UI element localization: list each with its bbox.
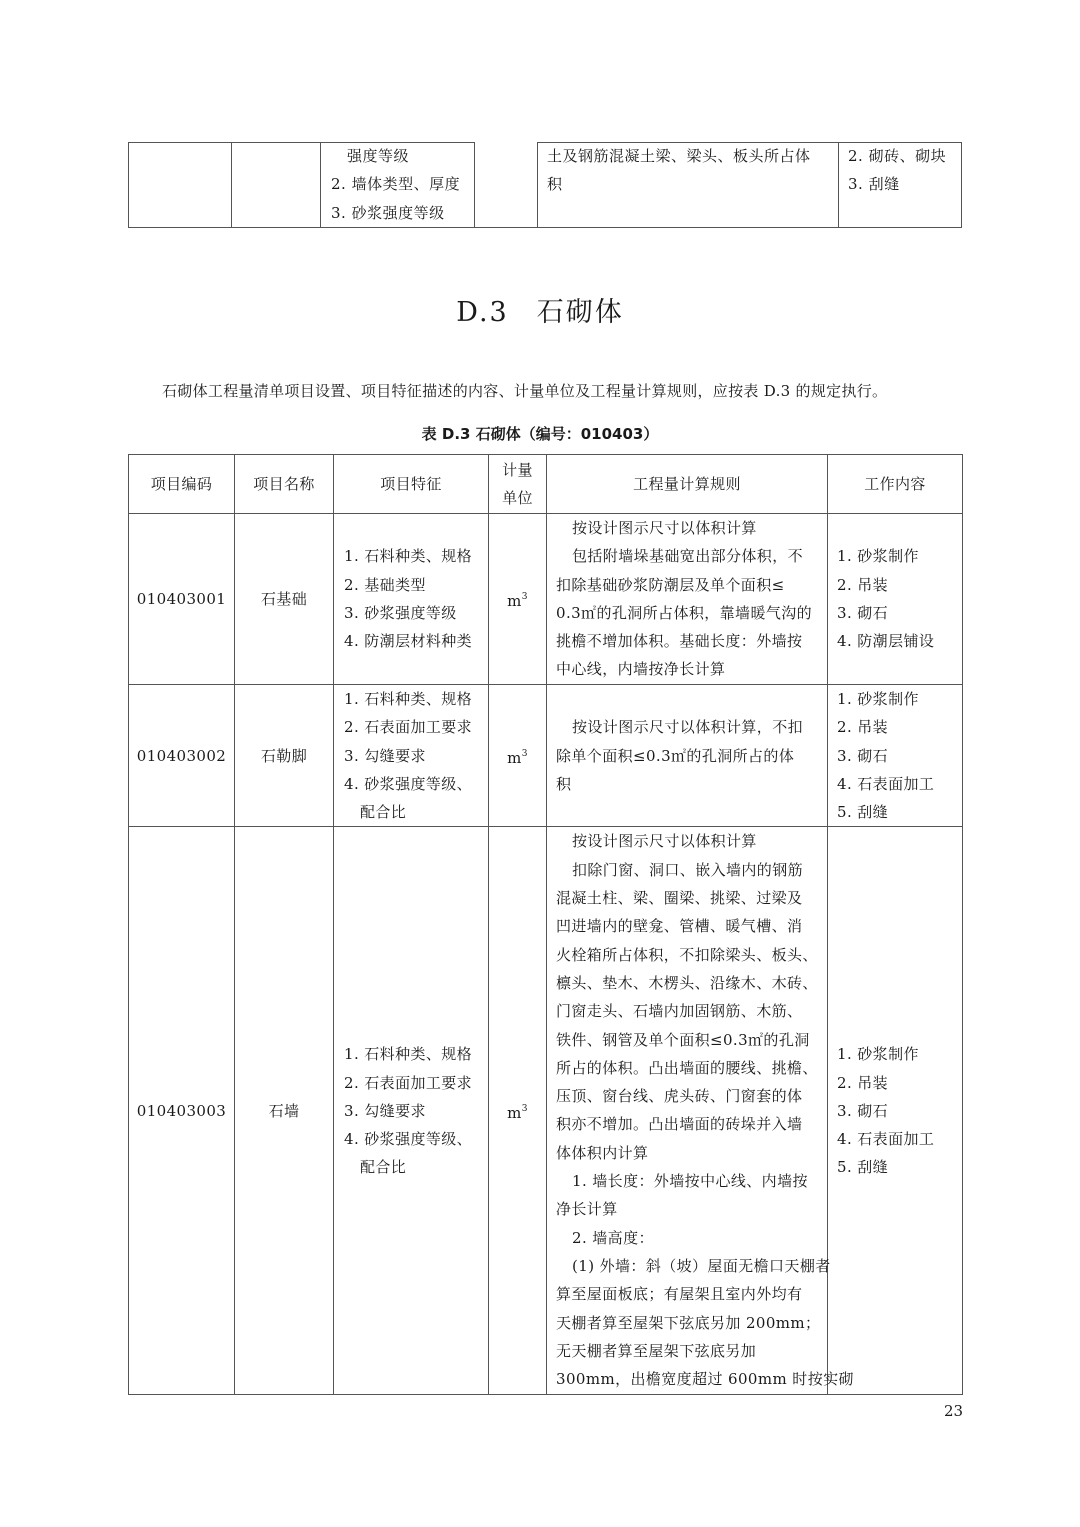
unit-superscript: 3: [521, 748, 528, 759]
rule-line: 体体积内计算: [556, 1143, 649, 1162]
feature-line: 4. 砂浆强度等级、: [344, 1130, 473, 1149]
rule-line: 土及钢筋混凝土梁、梁头、板头所占体: [547, 147, 811, 165]
rule-line: 门窗走头、石墙内加固钢筋、木筋、: [556, 1002, 803, 1021]
column-divider: [128, 142, 129, 228]
header-name: 项目名称: [235, 455, 334, 514]
feature-line: 4. 砂浆强度等级、: [344, 774, 473, 793]
cell-code: 010403003: [129, 827, 235, 1395]
rule-line: 净长计算: [556, 1200, 618, 1219]
rule-line: 包括附墙垛基础宽出部分体积，不: [572, 547, 804, 566]
work-line: 2. 吊装: [837, 1073, 889, 1092]
intro-paragraph: 石砌体工程量清单项目设置、项目特征描述的内容、计量单位及工程量计算规则，应按表 D.3 的规定执行。: [162, 382, 888, 400]
work-line: 2. 砌砖、砌块: [848, 147, 947, 165]
cell-code: 010403002: [129, 685, 235, 827]
rule-line: 檩头、垫木、木楞头、沿缘木、木砖、: [556, 973, 818, 992]
cell-features: [334, 685, 489, 827]
rule-line: 铁件、钢管及单个面积≤0.3㎡的孔洞: [556, 1030, 810, 1049]
feature-line: 配合比: [360, 1158, 407, 1177]
continuation-features: [331, 142, 460, 227]
cell-work: [828, 685, 963, 827]
cell-work: [828, 514, 963, 685]
rule-line: 300mm，出檐宽度超过 600mm 时按实砌: [556, 1370, 854, 1389]
work-line: 2. 吊装: [837, 575, 889, 594]
work-line: 5. 刮缝: [837, 803, 889, 822]
rule-line: 挑檐不增加体积。基础长度：外墙按: [556, 632, 803, 651]
stone-masonry-table: [128, 454, 963, 1395]
cell-unit: [489, 685, 547, 827]
continuation-rule: [547, 142, 811, 199]
work-line: 4. 防潮层铺设: [837, 632, 935, 651]
header-unit-line2: 单位: [502, 489, 533, 507]
section-number: D.3: [456, 297, 509, 328]
cell-name: 石基础: [235, 514, 334, 685]
cell-rule: [547, 827, 854, 1395]
rule-line: 1. 墙长度：外墙按中心线、内墙按: [572, 1172, 808, 1191]
rule-line: 按设计图示尺寸以体积计算: [572, 519, 757, 537]
page-number: 23: [944, 1402, 964, 1420]
rule-line: 积亦不增加。凸出墙面的砖垛并入墙: [556, 1115, 803, 1134]
rule-line: 2. 墙高度：: [572, 1228, 654, 1247]
feature-line: 2. 石表面加工要求: [344, 1073, 473, 1092]
column-divider: [961, 142, 962, 228]
rule-line: 压顶、窗台线、虎头砖、门窗套的体: [556, 1087, 803, 1106]
unit-superscript: 3: [521, 591, 528, 602]
cell-features: [334, 827, 489, 1395]
cell-rule: [547, 514, 828, 685]
section-title: [0, 290, 1080, 329]
feature-line: 1. 石料种类、规格: [344, 547, 473, 566]
work-line: 4. 石表面加工: [837, 774, 935, 793]
work-line: 1. 砂浆制作: [837, 690, 919, 708]
column-divider: [537, 142, 538, 228]
header-work: 工作内容: [828, 455, 963, 514]
feature-line: 3. 砂浆强度等级: [331, 203, 445, 222]
cell-name: 石勒脚: [235, 685, 334, 827]
table-caption: 表 D.3 石砌体（编号：010403）: [421, 425, 659, 443]
header-unit-line1: 计量: [502, 460, 533, 479]
unit-base: m: [507, 748, 522, 767]
cell-rule: [547, 685, 828, 827]
table-row: [129, 685, 963, 827]
rule-line: 0.3㎡的孔洞所占体积，靠墙暖气沟的: [556, 603, 813, 622]
rule-line: 火栓箱所占体积，不扣除梁头、板头、: [556, 945, 818, 964]
header-features: 项目特征: [334, 455, 489, 514]
column-divider: [474, 142, 475, 228]
column-divider: [320, 142, 321, 228]
feature-line: 4. 防潮层材料种类: [344, 632, 473, 651]
work-line: 4. 石表面加工: [837, 1130, 935, 1149]
rule-line: 按设计图示尺寸以体积计算: [572, 832, 757, 851]
section-name: 石砌体: [536, 297, 624, 328]
feature-line: 2. 基础类型: [344, 575, 426, 594]
cell-unit: [489, 827, 547, 1395]
rule-line: 扣除门窗、洞口、嵌入墙内的钢筋: [572, 860, 804, 879]
cell-unit: [489, 514, 547, 685]
continuation-work: [848, 142, 946, 199]
feature-line: 3. 勾缝要求: [344, 1101, 426, 1120]
cell-features: [334, 514, 489, 685]
unit-superscript: 3: [521, 1103, 528, 1114]
continuation-table: [0, 0, 1080, 240]
work-line: 3. 刮缝: [848, 175, 900, 194]
feature-line: 1. 石料种类、规格: [344, 1045, 473, 1064]
rule-line: 除单个面积≤0.3㎡的孔洞所占的体: [556, 746, 795, 765]
work-line: 5. 刮缝: [837, 1158, 889, 1177]
header-rule: 工程量计算规则: [547, 455, 828, 514]
work-line: 2. 吊装: [837, 718, 889, 737]
rule-line: 混凝土柱、梁、圈梁、挑梁、过梁及: [556, 889, 803, 908]
rule-line: 按设计图示尺寸以体积计算，不扣: [572, 718, 804, 737]
cell-work: [828, 827, 963, 1395]
feature-line: 配合比: [360, 803, 407, 822]
header-unit: [489, 455, 547, 514]
work-line: 3. 砌石: [837, 1101, 889, 1120]
rule-line: 天棚者算至屋架下弦底另加 200mm；: [556, 1313, 821, 1332]
work-line: 1. 砂浆制作: [837, 1045, 919, 1064]
work-line: 3. 砌石: [837, 604, 889, 622]
work-line: 1. 砂浆制作: [837, 547, 919, 566]
cell-code: 010403001: [129, 514, 235, 685]
feature-line: 2. 墙体类型、厚度: [331, 175, 461, 194]
table-border-bottom: [128, 227, 962, 228]
rule-line: 积: [556, 774, 572, 793]
cell-name: 石墙: [235, 827, 334, 1395]
rule-line: 积: [547, 175, 563, 194]
table-row: [129, 514, 963, 685]
column-divider: [231, 142, 232, 228]
rule-line: 无天棚者算至屋架下弦底另加: [556, 1341, 757, 1360]
rule-line: 中心线，内墙按净长计算: [556, 660, 726, 679]
table-row: [129, 827, 963, 1395]
rule-line: 扣除基础砂浆防潮层及单个面积≤: [556, 575, 785, 594]
rule-line: 所占的体积。凸出墙面的腰线、挑檐、: [556, 1058, 818, 1077]
unit-base: m: [507, 591, 522, 610]
header-code: 项目编码: [129, 455, 235, 514]
feature-line: 3. 砂浆强度等级: [344, 604, 457, 622]
table-header-row: [129, 455, 963, 514]
rule-line: (1) 外墙：斜（坡）屋面无檐口天棚者: [572, 1256, 831, 1275]
feature-line: 2. 石表面加工要求: [344, 718, 473, 737]
rule-line: 凹进墙内的壁龛、管槽、暖气槽、消: [556, 917, 803, 936]
feature-line: 3. 勾缝要求: [344, 746, 426, 765]
feature-line: 强度等级: [347, 147, 410, 165]
rule-line: 算至屋面板底；有屋架且室内外均有: [556, 1285, 803, 1304]
feature-line: 1. 石料种类、规格: [344, 690, 473, 708]
unit-base: m: [507, 1103, 522, 1122]
column-divider: [838, 142, 839, 228]
work-line: 3. 砌石: [837, 746, 889, 765]
